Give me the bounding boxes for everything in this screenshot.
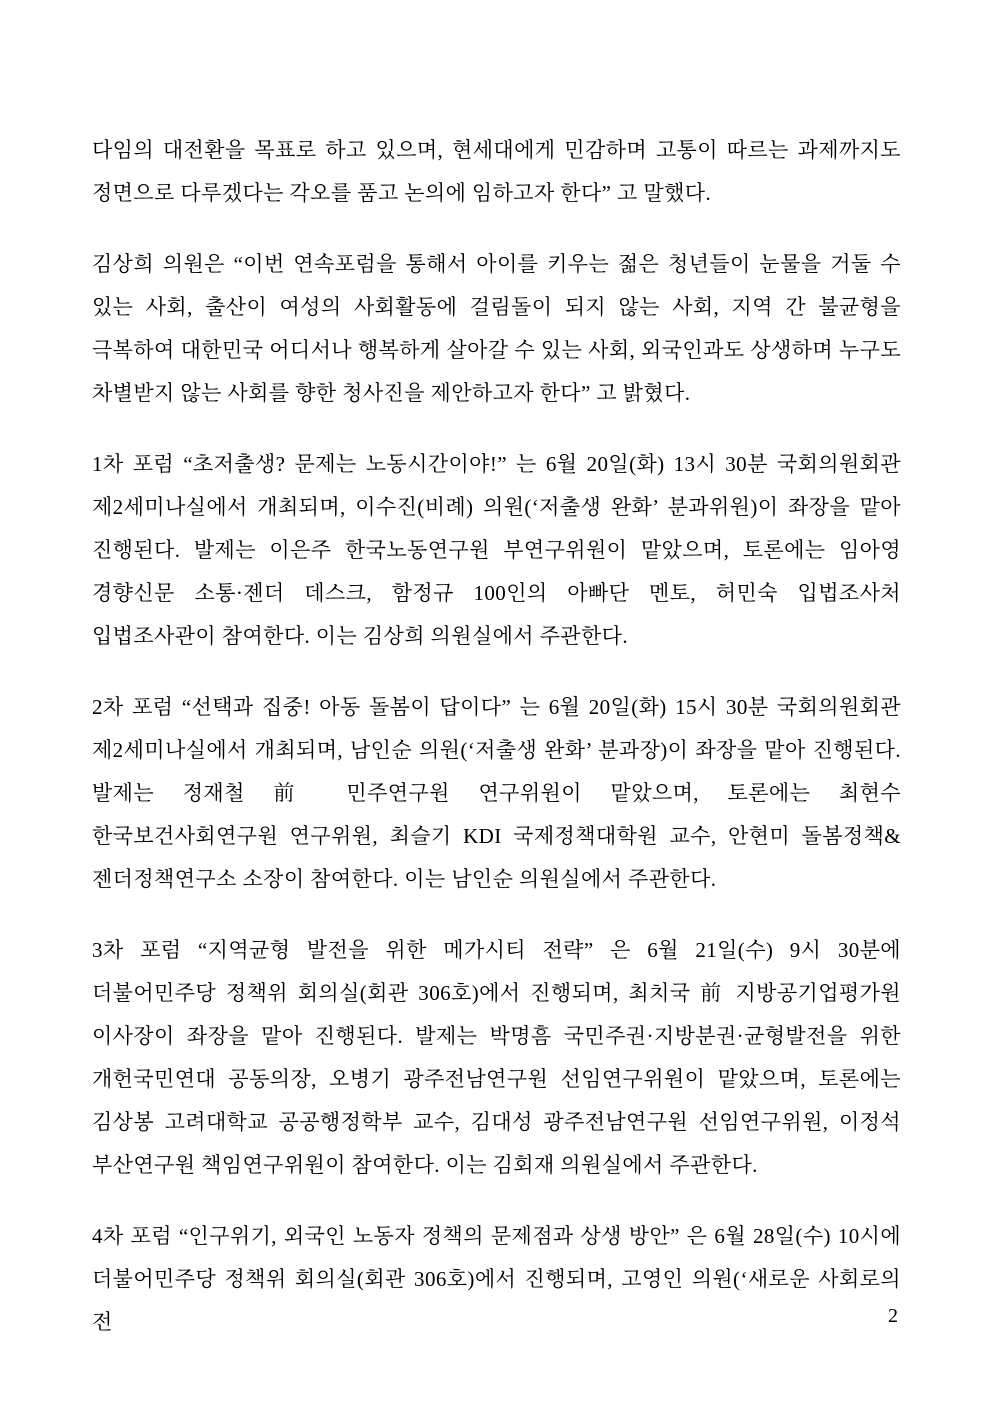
paragraph-kim-sang-hee-statement: 김상희 의원은 “이번 연속포럼을 통해서 아이를 키우는 젊은 청년들이 눈물을 거둘 수 있는 사회, 출산이 여성의 사회활동에 걸림돌이 되지 않는 사회, 지역 간 불균형을 극복하여 대한민국 어디서나 행복하게 살아갈 수 있는 사회, 외국인과도 상생하며 누구도 차별받지 않는 사회를 향한 청사진을 제안하고자 한다” 고 밝혔다.	[92, 252, 901, 405]
page-number: 2	[888, 1305, 898, 1327]
paragraph-forum-1: 1차 포럼 “초저출생? 문제는 노동시간이야!” 는 6월 20일(화) 13시 30분 국회의원회관 제2세미나실에서 개최되며, 이수진(비례) 의원(‘저출생 완화’ 분과위원)이 좌장을 맡아 진행된다. 발제는 이은주 한국노동연구원 부연구위원이 맡았으며, 토론에는 임아영 경향신문 소통·젠더 데스크, 함정규 100인의 아빠단 멘토, 허민숙 입법조사처 입법조사관이 참여한다. 이는 김상희 의원실에서 주관한다.	[92, 452, 901, 648]
paragraph-forum-2: 2차 포럼 “선택과 집중! 아동 돌봄이 답이다” 는 6월 20일(화) 15시 30분 국회의원회관 제2세미나실에서 개최되며, 남인순 의원(‘저출생 완화’ 분과장)이 좌장을 맡아 진행된다. 발제는 정재철 前 민주연구원 연구위원이 맡았으며, 토론에는 최현수 한국보건사회연구원 연구위원, 최슬기 KDI 국제정책대학원 교수, 안현미 돌봄정책&젠더정책연구소 소장이 참여한다. 이는 남인순 의원실에서 주관한다.	[92, 695, 901, 891]
paragraph-forum-3: 3차 포럼 “지역균형 발전을 위한 메가시티 전략” 은 6월 21일(수) 9시 30분에 더불어민주당 정책위 회의실(회관 306호)에서 진행되며, 최치국 前 지방공기업평가원 이사장이 좌장을 맡아 진행된다. 발제는 박명흠 국민주권·지방분권·균형발전을 위한 개헌국민연대 공동의장, 오병기 광주전남연구원 선임연구위원이 맡았으며, 토론에는 김상봉 고려대학교 공공행정학부 교수, 김대성 광주전남연구원 선임연구위원, 이정석 부산연구원 책임연구위원이 참여한다. 이는 김회재 의원실에서 주관한다.	[92, 938, 901, 1177]
document-body	[92, 129, 901, 1372]
paragraph-quote-end: 다임의 대전환을 목표로 하고 있으며, 현세대에게 민감하며 고통이 따르는 과제까지도 정면으로 다루겠다는 각오를 품고 논의에 임하고자 한다” 고 말했다.	[92, 138, 901, 205]
paragraph-forum-4: 4차 포럼 “인구위기, 외국인 노동자 정책의 문제점과 상생 방안” 은 6월 28일(수) 10시에 더불어민주당 정책위 회의실(회관 306호)에서 진행되며, 고영인 의원(‘새로운 사회로의 전	[92, 1224, 901, 1334]
